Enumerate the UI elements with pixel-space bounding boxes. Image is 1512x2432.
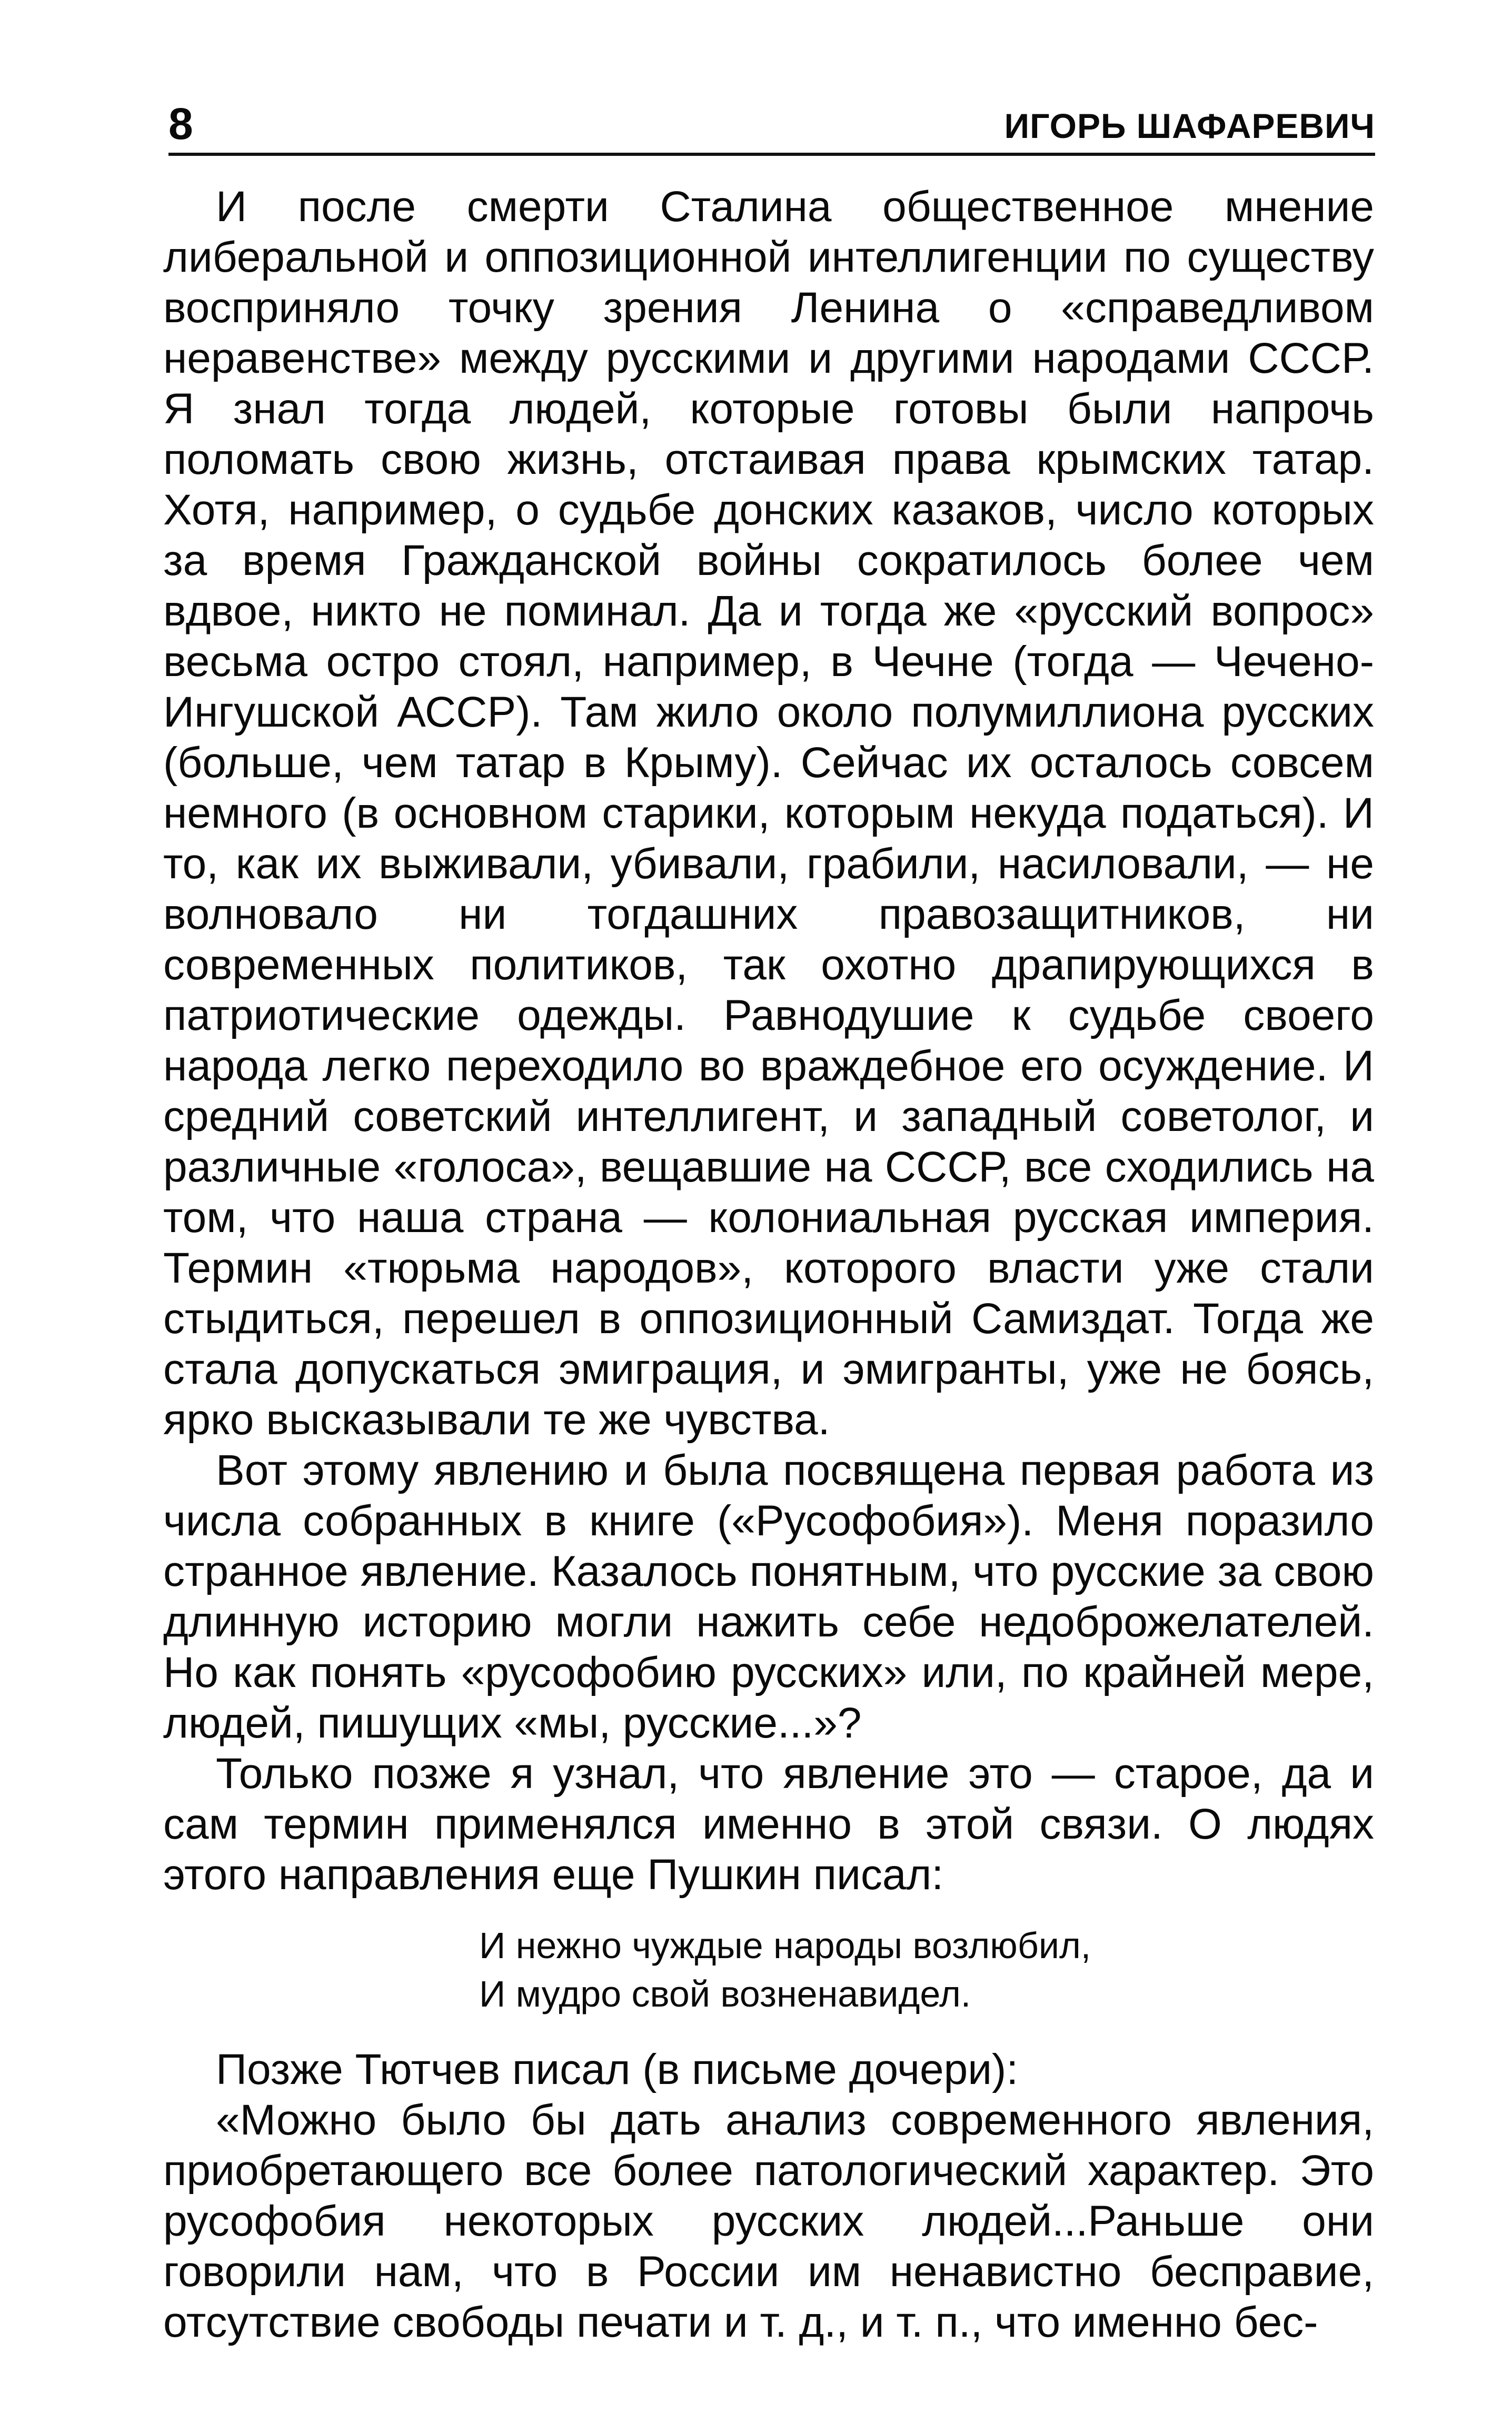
page-number: 8 (168, 99, 193, 148)
paragraph: «Можно было бы дать анализ современного явления, приобретающего все более патологический характер. Это русофобия некоторых русских людей...Раньше они говорили нам, что в России им ненавистно бесправие, отсутствие свободы печати и т. д., и т. п., что именно бес- (163, 2096, 1374, 2346)
paragraph: Позже Тютчев писал (в письме дочери): (216, 2046, 1019, 2093)
body-text (163, 182, 1374, 2348)
verse-line: И нежно чуждые народы возлюбил, (479, 1925, 1091, 1966)
verse-quote (479, 1921, 1374, 2018)
paragraph: Вот этому явлению и была посвящена первая работа из числа собранных в книге («Русофобия»). Меня поразило странное явление. Казалось понятным, что русские за свою длинную историю могли нажить себе недоброжелателей. Но как понять «русофобию русских» или, по крайней мере, людей, пишущих «мы, русские...»? (163, 1446, 1374, 1747)
paragraph: И после смерти Сталина общественное мнение либеральной и оппозиционной интеллигенции по существу восприняло точку зрения Ленина о «справедливом неравенстве» между русскими и другими народами СССР. Я знал тогда людей, которые готовы были напрочь поломать свою жизнь, отстаивая права крымских татар. Хотя, например, о судьбе донских казаков, число которых за время Гражданской войны сократилось более чем вдвое, никто не поминал. Да и тогда же «русский вопрос» весьма остро стоял, например, в Чечне (тогда — Чечено-Ингушской АССР). Там жило около полумиллиона русских (больше, чем татар в Крыму). Сейчас их осталось совсем немного (в основном старики, которым некуда податься). И то, как их выживали, убивали, грабили, насиловали, — не волновало ни тогдашних правозащитников, ни современных политиков, так охотно драпирующихся в патриотические одежды. Равнодушие к судьбе своего народа легко переходило во враждебное его осуждение. И средний советский интеллигент, и западный советолог, и различные «голоса», вещавшие на СССР, все сходились на том, что наша страна — колониальная русская империя. Термин «тюрьма народов», которого власти уже стали стыдиться, перешел в оппозиционный Самиздат. Тогда же стала допускаться эмиграция, и эмигранты, уже не боясь, ярко высказывали те же чувства. (163, 183, 1374, 1444)
running-header (168, 95, 1375, 156)
running-header-author: ИГОРЬ ШАФАРЕВИЧ (1004, 106, 1375, 145)
verse-line: И мудро свой возненавидел. (479, 1973, 971, 2014)
paragraph: Только позже я узнал, что явление это — старое, да и сам термин применялся именно в этой связи. О людях этого направления еще Пушкин писал: (163, 1750, 1374, 1899)
